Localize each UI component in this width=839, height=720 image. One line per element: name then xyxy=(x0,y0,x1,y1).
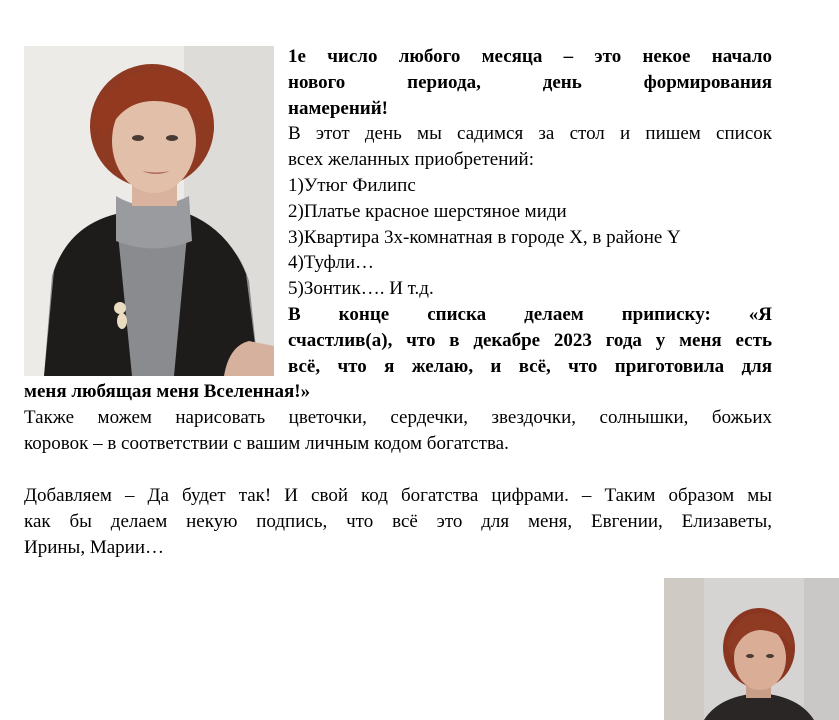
paragraph-line: Добавляем – Да будет так! И свой код богатства цифрами. – Таким образом мы xyxy=(24,485,772,506)
bold-line: В конце списка делаем приписку: «Я xyxy=(288,303,772,325)
paragraph-line: коровок – в соответствии с вашим личным кодом богатства. xyxy=(24,432,509,454)
bold-last-line: меня любящая меня Вселенная!» xyxy=(24,381,311,402)
heading-line: 1е число любого месяца – это некое начало xyxy=(288,46,772,67)
bold-line: счастлив(а), что в декабре 2023 года у меня есть xyxy=(288,329,772,351)
list-item: 2)Платье красное шерстяное миди xyxy=(288,200,567,222)
bold-line: всё, что я желаю, и всё, что приготовила для xyxy=(288,355,772,377)
woman-portrait-illustration xyxy=(24,46,274,376)
intro-line: В этот день мы садимся за стол и пишем список xyxy=(288,123,772,145)
right-column-text xyxy=(288,44,772,379)
list-item: 5)Зонтик…. И т.д. xyxy=(288,278,434,300)
list-item: 4)Туфли… xyxy=(288,252,375,274)
portrait-photo xyxy=(24,46,274,376)
heading-line: нового периода, день формирования xyxy=(288,71,772,93)
paragraph-line: Ирины, Марии… xyxy=(24,536,164,558)
webcam-video-overlay xyxy=(664,578,839,720)
full-width-text-2 xyxy=(24,483,772,560)
paragraph-line: как бы делаем некую подпись, что всё это для меня, Евгении, Елизаветы, xyxy=(24,510,772,532)
full-width-text-1 xyxy=(24,379,772,456)
intro-line: всех желанных приобретений: xyxy=(288,149,534,171)
paragraph-line: Также можем нарисовать цветочки, сердечки, звездочки, солнышки, божьих xyxy=(24,406,772,428)
list-item: 3)Квартира 3х-комнатная в городе X, в районе Y xyxy=(288,226,681,248)
list-item: 1)Утюг Филипс xyxy=(288,174,416,196)
presenter-webcam-illustration xyxy=(664,578,839,720)
heading-line: намерений! xyxy=(288,97,388,119)
